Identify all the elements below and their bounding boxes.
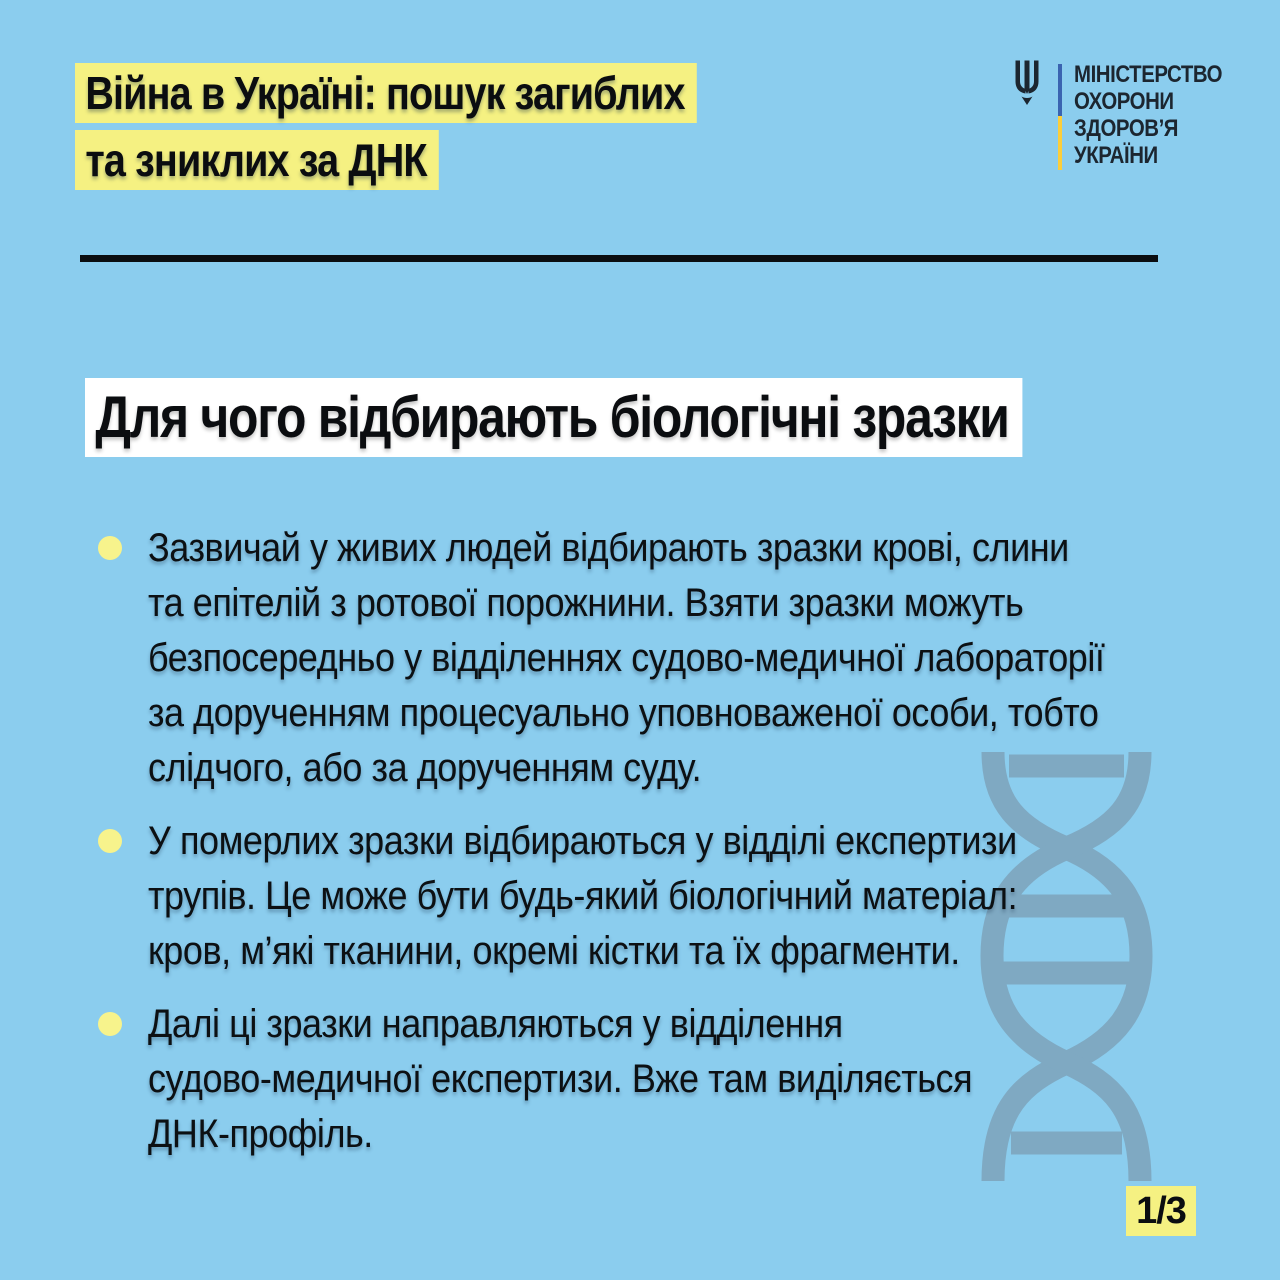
list-item [98,521,1211,796]
bullet-text-line: судово-медичної експертизи. Вже там виділяється [148,1057,973,1101]
bullet-text [148,997,1104,1162]
title-line-2 [75,130,798,190]
ministry-name-line: ОХОРОНИ [1074,88,1174,115]
bullet-text-line: безпосередньо у відділеннях судово-медичної лабораторії [148,636,1105,680]
ministry-name-line: ЗДОРОВ’Я [1074,115,1179,142]
ministry-name-line: МІНІСТЕРСТВО [1074,61,1223,88]
ministry-name [1074,61,1222,170]
bullet-text-line: ДНК-профіль. [148,1112,373,1156]
bullet-list [98,521,1211,1180]
bullet-text [148,521,1104,796]
trident-icon [1012,60,1042,107]
bullet-text-line: кров, м’які тканини, окремі кістки та їх фрагменти. [148,929,960,973]
bullet-text-line: Зазвичай у живих людей відбирають зразки крові, слини [148,526,1069,570]
section-heading-text: Для чого відбирають біологічні зразки [85,378,1022,457]
title-line-1-text: Війна в Україні: пошук загиблих [75,63,697,123]
bullet-text [148,814,1104,979]
title-line-2-text: та зниклих за ДНК [75,130,439,190]
flag-bar-icon [1058,64,1062,170]
flag-bar-yellow [1058,116,1062,170]
bullet-dot-icon [98,829,122,853]
bullet-dot-icon [98,1012,122,1036]
list-item [98,814,1211,979]
section-heading [85,378,1175,457]
bullet-text-line: та епітелій з ротової порожнини. Взяти зразки можуть [148,581,1024,625]
list-item [98,997,1211,1162]
bullet-text-line: слідчого, або за дорученням суду. [148,746,702,790]
divider-line [80,255,1158,262]
flag-bar-blue [1058,64,1062,116]
title-line-1 [75,63,798,123]
ministry-logo [1012,58,1248,170]
page-counter-badge: 1/3 [1126,1186,1196,1236]
bullet-text-line: трупів. Це може бути будь-який біологічний матеріал: [148,874,1018,918]
page-title [75,63,798,197]
bullet-text-line: У померлих зразки відбираються у відділі експертизи [148,819,1017,863]
bullet-text-line: за дорученням процесуально уповноваженої особи, тобто [148,691,1099,735]
ministry-name-line: УКРАЇНИ [1074,142,1158,169]
bullet-dot-icon [98,536,122,560]
bullet-text-line: Далі ці зразки направляються у відділення [148,1002,843,1046]
